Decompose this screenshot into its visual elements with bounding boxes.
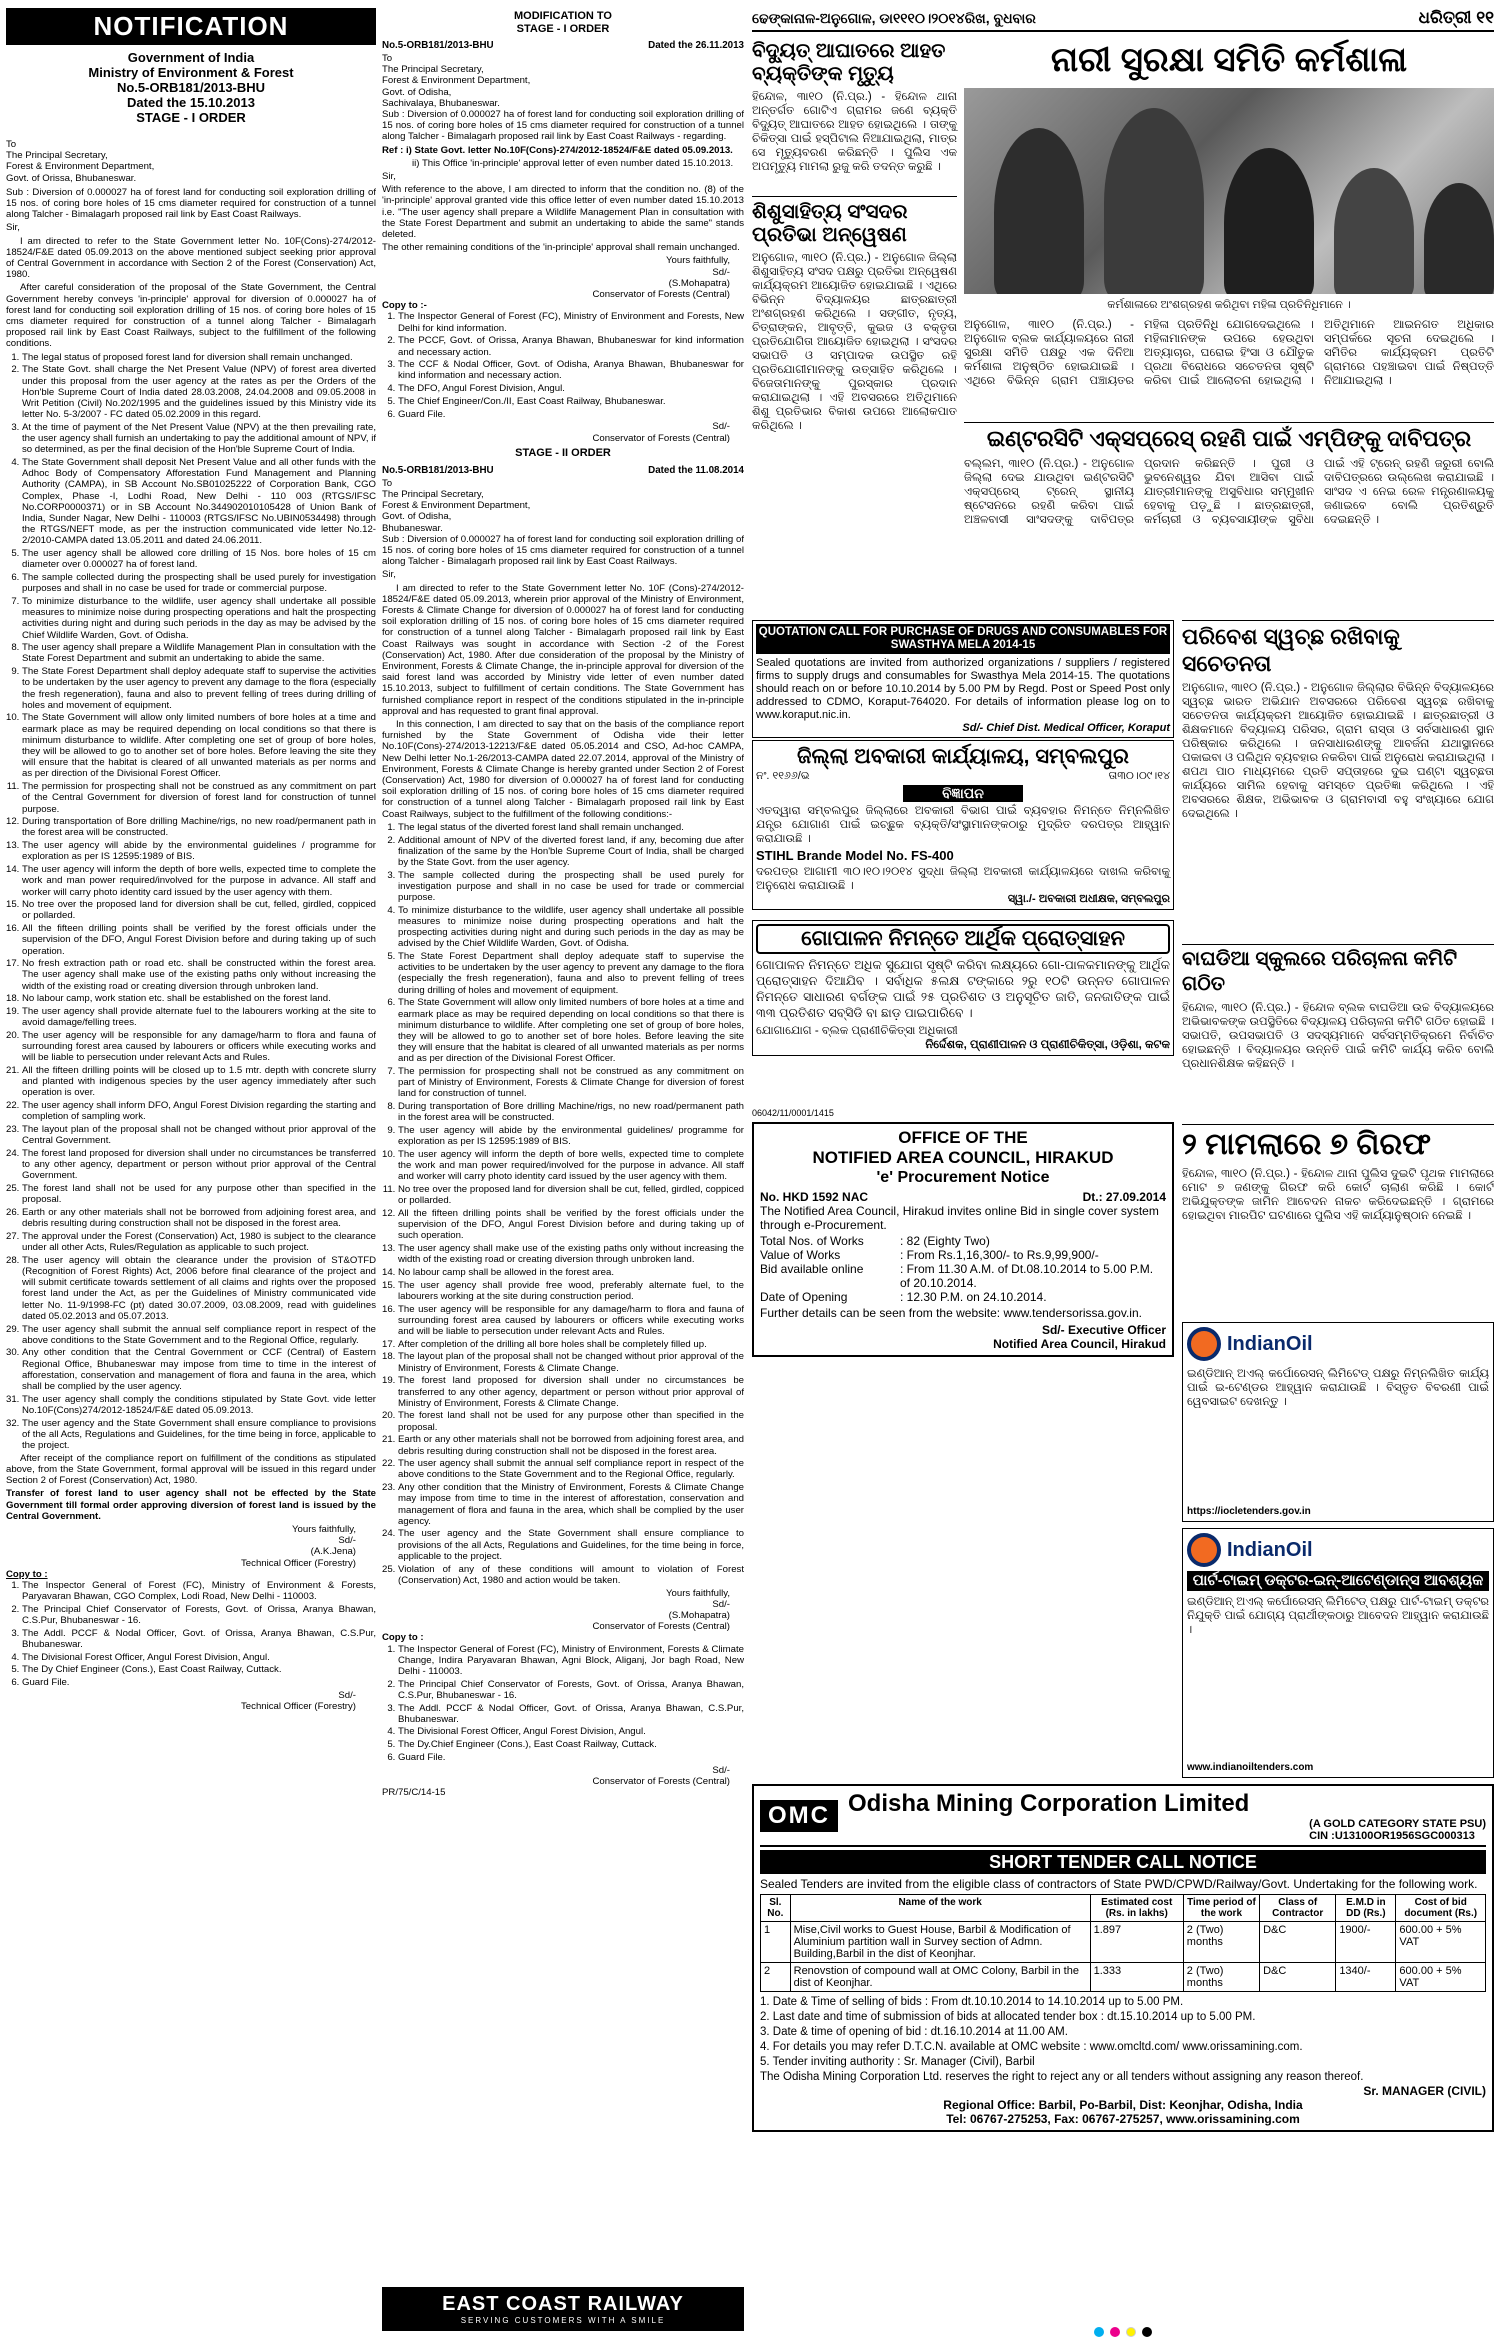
- table-cell: 2: [761, 1963, 791, 1992]
- reference-row: No.5-ORB181/2013-BHU Dated the 26.11.2013: [382, 40, 744, 51]
- list-item: 19. The user agency shall provide alternate fuel to the labourers working at the site to avoid damage/felling trees.: [22, 1006, 376, 1028]
- list-item: 8. During transportation of Bore drilling Machine/rigs, no new road/permanent path in the forest area will be constructed.: [398, 1101, 744, 1123]
- copy-to-label: Copy to :: [6, 1568, 48, 1580]
- subject: Sub : Diversion of 0.000027 ha of forest land for conducting soil exploration drilling of 15 nos. of coring bore holes of 15 cms diameter required for construction of a tunnel along Talcher - Bimalagarh proposed rail link by East Coast Railways.: [382, 533, 744, 568]
- nac-detail-row: Date of Opening : 12.30 P.M. on 24.10.2014.: [760, 1290, 1047, 1304]
- list-item: 17. After completion of the drilling all bore holes shall be completely filled up.: [398, 1339, 744, 1350]
- list-item: 14. No labour camp shall be allowed in the forest area.: [398, 1267, 744, 1278]
- omc-note: 1. Date & Time of selling of bids : From dt.10.10.2014 to 14.10.2014 up to 5.00 PM.: [760, 1996, 1184, 2008]
- story-child-talent: ଶିଶୁସାହିତ୍ୟ ସଂସଦର ପ୍ରତିଭା ଅନ୍ୱେଷଣ ଅନୁଗୋଳ, ୩ା୧୦ (ନି.ପ୍ର.) - ଅନୁଗୋଳ ଜିଲ୍ଲା ଶିଶୁସାହିତ୍ୟ ସଂସଦ ପକ୍ଷରୁ ପ୍ରତିଭା ଅନ୍ୱେଷଣ କାର୍ଯ୍ୟକ୍ରମ ଆୟୋଜିତ ହୋଇଯାଇଛି । ଏଥିରେ ବିଭିନ୍ନ ବିଦ୍ୟାଳୟର ଛାତ୍ରଛାତ୍ରୀ ଅଂଶଗ୍ରହଣ କରିଥିଲେ । ସଙ୍ଗୀତ, ନୃତ୍ୟ, ଚିତ୍ରାଙ୍କନ, ଆବୃତ୍ତି, କୁଇଜ ଓ ବକ୍ତୃତା ପ୍ରତିଯୋଗିତା ଆୟୋଜିତ ହୋଇଥିଲା । ସଂସଦର ସଭାପତି ଓ ସମ୍ପାଦକ ଉପସ୍ଥିତ ରହି ପ୍ରତିଯୋଗୀମାନଙ୍କୁ ଉତ୍ସାହିତ କରିଥିଲେ । ବିଜେତାମାନଙ୍କୁ ପୁରସ୍କାର ପ୍ରଦାନ କରାଯାଇଥିଲା । ଏହି ଅବସରରେ ଅତିଥିମାନେ ଶିଶୁ ପ୍ରତିଭାର ବିକାଶ ଉପରେ ଆଲୋକପାତ କରିଥିଲେ ।: [752, 196, 957, 433]
- story-cleanliness: ପରିବେଶ ସ୍ୱଚ୍ଛ ରଖିବାକୁ ସଚେତନତା ଅନୁଗୋଳ, ୩ା୧୦ (ନି.ପ୍ର.) - ଅନୁଗୋଳ ଜିଲ୍ଲାର ବିଭିନ୍ନ ବିଦ୍ୟାଳୟରେ ସ୍ୱଚ୍ଛ ଭାରତ ଅଭିଯାନ ଅବସରରେ ପରିବେଶ ସ୍ୱଚ୍ଛ ରଖିବାକୁ ସଚେତନତା କାର୍ଯ୍ୟକ୍ରମ ଆୟୋଜିତ ହୋଇଯାଇଛି । ଛାତ୍ରଛାତ୍ରୀ ଓ ଶିକ୍ଷକମାନେ ବିଦ୍ୟାଳୟ ପରିସର, ଗ୍ରାମ ରାସ୍ତା ଓ ସର୍ବସାଧାରଣ ସ୍ଥାନ ପରିଷ୍କାର କରିଥିଲେ । ଜନସାଧାରଣଙ୍କୁ ଆବର୍ଜନା ଯଥାସ୍ଥାନରେ ପକାଇବା ଓ ପଲିଥିନ ବ୍ୟବହାର ନକରିବା ପାଇଁ ଅନୁରୋଧ କରାଯାଇଥିଲା । ଶପଥ ପାଠ ମାଧ୍ୟମରେ ପ୍ରତି ସପ୍ତାହରେ ଦୁଇ ଘଣ୍ଟା ସ୍ୱଚ୍ଛତା କାର୍ଯ୍ୟରେ ସାମିଲ ହେବାକୁ ସମସ୍ତେ ପ୍ରତିଜ୍ଞା କରିଥିଲେ । ଏହି ଅବସରରେ ଶିକ୍ଷକ, ଅଭିଭାବକ ଓ ଗ୍ରାମବାସୀ ବହୁ ସଂଖ୍ୟାରେ ଯୋଗ ଦେଇଥିଲେ ।: [1182, 620, 1494, 965]
- list-item: 3. The CCF & Nodal Officer, Govt. of Odisha, Aranya Bhawan, Bhubaneswar for kind information and necessary action.: [398, 359, 744, 381]
- list-item: 17. No fresh extraction path or road etc. shall be constructed within the forest area. The user agency shall make use of the existing paths only without increasing the width of the existing road or creating diversion through unbroken land.: [22, 958, 376, 992]
- conditions-list: [6, 352, 376, 1452]
- list-item: 15. The user agency shall provide free wood, preferably alternate fuel, to the labourers working at the site during construction period.: [398, 1280, 744, 1302]
- story-school-committee: ବାଘଡିଆ ସ୍କୁଲରେ ପରିଚାଳନା କମିଟି ଗଠିତ ହିନ୍ଦୋଳ, ୩ା୧୦ (ନି.ପ୍ର.) - ହିନ୍ଦୋଳ ବ୍ଲକ ବାଘଡିଆ ଉଚ୍ଚ ବିଦ୍ୟାଳୟରେ ଅଭିଭାବକଙ୍କ ଉପସ୍ଥିତିରେ ବିଦ୍ୟାଳୟ ପରିଚାଳନା କମିଟି ଗଠିତ ହୋଇଛି । ସଭାପତି, ଉପସଭାପତି ଓ ସଦସ୍ୟମାନେ ସର୍ବସମ୍ମତିକ୍ରମେ ନିର୍ବାଚିତ ହୋଇଛନ୍ତି । ବିଦ୍ୟାଳୟର ଉନ୍ନତି ପାଇଁ କମିଟି କାର୍ଯ୍ୟ କରିବ ବୋଲି ପ୍ରଧାନଶିକ୍ଷକ କହିଛନ୍ତି ।: [1182, 944, 1494, 1139]
- list-item: 9. The State Forest Department shall deploy adequate staff to supervise the activities to be undertaken by the user agency to prevent any damage to the flora (especially the fresh regeneration), fauna and also to prevent felling of trees during drilling of holes and movement of equipment.: [22, 666, 376, 711]
- table-cell: 2 (Two) months: [1183, 1963, 1259, 1992]
- body-paragraph: I am directed to refer to the State Government letter No. 10F (Cons)-274/2012-18524/F&E dated 05.09.2013, wherein prior approval of the Ministry of Environment, Forests & Climate Change for diversion of 0.000027 ha of forest land for conducting soil exploration drilling of 15 nos. of coring bore holes of 15 cms diameter required for construction of a tunnel along Talcher - Bimalagarh proposed rail link by East Coast Railways was sought in accordance with Section -2 of the Forest (Conservation) Act, 1980. After due consideration of the proposal by the Ministry of Environment, Forests & Climate Change, the in-principle approval for diversion of the said forest land was accorded by Ministry vide letter of even number dated 15.10.2013, subject to fulfillment of certain conditions. The State Government has furnished compliance report in respect of the conditions stipulated in the in-principle approval and has requested to grant final approval.: [382, 582, 744, 717]
- gopalana-ad: ଗୋପାଳନ ନିମନ୍ତେ ଆର୍ଥିକ ପ୍ରୋତ୍ସାହନ ଗୋପାଳନ ନିମନ୍ତେ ଅଧିକ ସୁଯୋଗ ସୃଷ୍ଟି କରିବା ଲକ୍ଷ୍ୟରେ ଗୋ-ପାଳକମାନଙ୍କୁ ଆର୍ଥିକ ପ୍ରୋତ୍ସାହନ ଦିଆଯିବ । ସର୍ବାଧିକ ୫ଲକ୍ଷ ଟଙ୍କାରେ ୨ରୁ ୧୦ଟି ଉନ୍ନତ ଗୋପାଳନ ନିମନ୍ତେ ସାଧାରଣ ବର୍ଗଙ୍କ ପାଇଁ ୨୫ ପ୍ରତିଶତ ଓ ଅନୁସୂଚିତ ଜାତି, ଜନଜାତିଙ୍କ ପାଇଁ ୩୩ ପ୍ରତିଶତ ସବ୍ସିଡି ବା ଛାଡ଼ ପାଇପାରିବେ । ଯୋଗାଯୋଗ - ବ୍ଲକ ପ୍ରାଣୀଚିକିତ୍ସା ଅଧିକାରୀ ନିର୍ଦ୍ଦେଶକ, ପ୍ରାଣୀପାଳନ ଓ ପ୍ରାଣୀଚିକିତ୍ସା, ଓଡ଼ିଶା, କଟକ: [752, 920, 1174, 1056]
- list-item: 23. The layout plan of the proposal shall not be changed without prior approval of the Central Government.: [22, 1124, 376, 1146]
- list-item: 16. The user agency will be responsible for any damage/harm to flora and fauna of surrounding forest area caused by labourers or officers while executing works and will be liable to persecution under relevant Acts and Rules.: [398, 1304, 744, 1338]
- table-header: Name of the work: [790, 1895, 1090, 1922]
- table-cell: 1340/-: [1336, 1963, 1396, 1992]
- transfer-paragraph: Transfer of forest land to user agency shall not be effected by the State Government till formal order approving diversion of forest land is issued by the Central Government.: [6, 1488, 376, 1522]
- list-item: 10. The user agency will inform the depth of bore wells, expected time to complete the work and man power required/involved for the purpose in advance. All staff and worker will carry photo identity card issued by the user agency with them.: [398, 1149, 744, 1183]
- list-item: 5. The user agency shall be allowed core drilling of 15 Nos. bore holes of 15 cm diameter over 0.000027 ha of forest land.: [22, 548, 376, 570]
- omc-tender-ad: OMC Odisha Mining Corporation Limited (A GOLD CATEGORY STATE PSU) CIN :U13100OR1956SGC000313 SHORT TENDER CALL NOTICE Sealed Tenders are invited from the eligible class of contractors of State PWD/CPWD/Railway/Govt. Undertaking for the following work. Sl. No. Name of the work Estimated cost (Rs. in lakhs) Time period of the work Class of Contractor E.M.D in DD (Rs.) Cost of bid document (Rs.) 1 Mise,Civil works to Guest House, Barbil & Modification of Aluminium partition wall in Survey section of Admn. Building,Barbil in the dist of Keonjhar. 1.897 2 (Two) months D&C 1900/- 600.00 + 5% VAT 2 Renovstion of compound wall at OMC Colony, Barbil in the dist of Keonjhar. 1.333 2 (Two) months D&C 1340/- 600.00 + 5% VAT 1. Date & Time of selling of bids : From dt.10.10.2014 to 14.10.2014 up to 5.00 PM. 2. Last date and time of submission of bids at allocated tender box : dt.15.10.2014 up to 5.00 PM. 3. Date & time of opening of bid : dt.16.10.2014 at 11.00 AM. 4. For details you may refer D.T.C.N. available at OMC website : www.omcltd.com/ www.orissamining.com. 5. Tender inviting authority : Sr. Manager (Civil), Barbil The Odisha Mining Corporation Ltd. reserves the right to reject any or all tenders without assigning any reason thereof. Sr. MANAGER (CIVIL) Regional Office: Barbil, Po-Barbil, Dist: Keonjhar, Odisha, India Tel: 06767-275253, Fax: 06767-275257, www.orissamining.com: [752, 1784, 1494, 2132]
- list-item: 2. The Principal Chief Conservator of Forests, Govt. of Orissa, Aranya Bhawan, C.S.Pur, Bhubaneswar - 16.: [22, 1604, 376, 1626]
- list-item: 5. The Chief Engineer/Con./II, East Coast Railway, Bhubaneswar.: [398, 396, 744, 407]
- list-item: 6. The sample collected during the prospecting shall be used purely for investigation purposes and shall in no case be used for trade or commercial purpose.: [22, 572, 376, 594]
- body-paragraph: The other remaining conditions of the 'in-principle' approval shall remain unchanged.: [382, 242, 740, 254]
- list-item: 4. To minimize disturbance to the wildlife, user agency shall undertake all possible measures to minimize noise during prospecting operations and halt the prospecting activities during night and during such periods in the day as may be advised by the Chief Wildlife Warden, Govt. of Odisha.: [398, 905, 744, 950]
- lead-story: ନାରୀ ସୁରକ୍ଷା ସମିତି କର୍ମଶାଳା କର୍ମଶାଳାରେ ଅଂଶଗ୍ରହଣ କରିଥିବା ମହିଳା ପ୍ରତିନିଧିମାନେ । ଅନୁଗୋଳ, ୩ା୧୦ (ନି.ପ୍ର.) - ଅନୁଗୋଳ ବ୍ଲକ କାର୍ଯ୍ୟାଳୟରେ ନାରୀ ସୁରକ୍ଷା ସମିତି ପକ୍ଷରୁ ଏକ ଦିନିଆ କର୍ମଶାଳା ଅନୁଷ୍ଠିତ ହୋଇଯାଇଛି । ଏଥିରେ ବିଭିନ୍ନ ଗ୍ରାମ ପଞ୍ଚାୟତର ମହିଳା ପ୍ରତିନିଧି ଯୋଗଦେଇଥିଲେ । ମହିଳାମାନଙ୍କ ଉପରେ ହେଉଥିବା ଅତ୍ୟାଚାର, ଘରୋଇ ହିଂସା ଓ ଯୌତୁକ ପ୍ରଥା ବିରୋଧରେ ସଚେତନତା ସୃଷ୍ଟି କରିବା ପାଇଁ ଆଲୋଚନା ହୋଇଥିଲା । ଅତିଥିମାନେ ଆଇନଗତ ଅଧିକାର ସମ୍ପର୍କରେ ସୂଚନା ଦେଇଥିଲେ । ସମିତିର କାର୍ଯ୍ୟକ୍ରମ ପ୍ରତିଟି ଗ୍ରାମରେ ପହଞ୍ଚାଇବା ପାଇଁ ନିଷ୍ପତ୍ତି ନିଆଯାଇଥିଲା ।: [964, 40, 1494, 80]
- list-item: 6. Guard File.: [398, 1752, 744, 1763]
- intro-paragraph: I am directed to refer to the State Government letter No. 10F(Cons)-274/2012-18524/F&E dated 05.09.2013 on the above mentioned subject seeking prior approval of Central Government in accordance with Section 2 of the Forest (Conservation) Act, 1980.: [6, 235, 376, 281]
- odia-news-column: [752, 0, 1494, 2339]
- list-item: 6. Guard File.: [398, 409, 744, 420]
- list-item: 23. Any other condition that the Ministry of Environment, Forests & Climate Change may impose from time to time in the interest of afforestation, conservation and management of flora and fauna in the area, which shall be complied by the user agency.: [398, 1482, 744, 1527]
- address-block: To The Principal Secretary, Forest & Environment Department, Govt. of Orissa, Bhubaneswar.: [6, 139, 155, 184]
- notification-heading: Government of India Ministry of Environment & Forest No.5-ORB181/2013-BHU Dated the 15.10.2013 STAGE - I ORDER: [88, 50, 294, 125]
- notification-column: [6, 0, 376, 2339]
- copy-to-list: [382, 311, 744, 419]
- table-cell: Renovstion of compound wall at OMC Colony, Barbil in the dist of Keonjhar.: [790, 1963, 1090, 1992]
- list-item: 26. Earth or any other materials shall not be borrowed from adjoining forest area, and debris resulting during construction shall not be disposed in the forest area.: [22, 1207, 376, 1229]
- list-item: 2. The Principal Chief Conservator of Forests, Govt. of Orissa, Aranya Bhawan, C.S.Pur, Bhubaneswar - 16.: [398, 1679, 744, 1701]
- table-cell: 1: [761, 1922, 791, 1963]
- table-cell: 1.333: [1090, 1963, 1183, 1992]
- modification-heading: MODIFICATION TO STAGE - I ORDER: [514, 10, 612, 35]
- list-item: 24. The forest land proposed for diversion shall under no circumstances be transferred to any other agency, department or person without prior approval of the Central Government.: [22, 1148, 376, 1182]
- reference: Ref : i) State Govt. letter No.10F(Cons)-274/2012-18524/F&E dated 05.09.2013.: [382, 144, 733, 156]
- list-item: 2. The State Govt. shall charge the Net Present Value (NPV) of forest area diverted under this proposal from the user agency at the rates as per the Orders of the Hon'ble Supreme Court of India dated 28.03.2008, 24.04.2008 and 09.05.2008 in Writ Petition (Civil) No.202/1995 and the guidelines issued by this Ministry vide its letter No. 5-3/2007 - FC dated 05.02.2009 in this regard.: [22, 364, 376, 420]
- omc-note: 2. Last date and time of submission of bids at allocated tender box : dt.15.10.2014 up to 5.00 PM.: [760, 2011, 1256, 2023]
- list-item: 25. The forest land shall not be used for any purpose other than specified in the proposal.: [22, 1183, 376, 1205]
- list-item: 28. The user agency will obtain the clearance under the provision of ST&OTFD (Recognition of Forest Rights) Act, 2006 before final clearance of the project and will submit certificate towards settlement of all claims and rights over the proposed forest land under the Act, as per the Guidelines of Ministry communicated vide letter No. 11-9/1998-FC (pt) dated 30.07.2009, 03.08.2009, read with guidelines dated 05.02.2013 and 05.07.2013.: [22, 1255, 376, 1322]
- table-header: Class of Contractor: [1260, 1895, 1336, 1922]
- list-item: 20. The user agency will be responsible for any damage/harm to flora and fauna of surrounding forest area caused by labourers or officers while executing works and will be liable to persecution under relevant Acts and Rules.: [22, 1030, 376, 1064]
- list-item: 18. No labour camp, work station etc. shall be established on the forest land.: [22, 993, 376, 1004]
- list-item: 1. The legal status of the diverted forest land shall remain unchanged.: [398, 822, 744, 833]
- table-header: Cost of bid document (Rs.): [1396, 1895, 1486, 1922]
- list-item: 9. The user agency will abide by the environmental guidelines/ programme for exploration as per IS 12595:1989 of BIS.: [398, 1125, 744, 1147]
- address-block: To The Principal Secretary, Forest & Environment Department, Govt. of Odisha, Bhubaneswar.: [382, 477, 531, 534]
- list-item: 3. At the time of payment of the Net Present Value (NPV) at the then prevailing rate, the user agency shall furnish an undertaking to pay the additional amount of NPV, if so determined, as per the final decision of the Hon'ble Supreme Court of India.: [22, 422, 376, 456]
- lead-photo: [964, 88, 1494, 294]
- signature-block: Yours faithfully, Sd/- (A.K.Jena) Technical Officer (Forestry): [241, 1523, 356, 1569]
- list-item: 27. The approval under the Forest (Conservation) Act, 1980 is subject to the clearance under all other Acts, Rules/Regulation as applicable to such project.: [22, 1231, 376, 1253]
- list-item: 7. To minimize disturbance to the wildlife, user agency shall undertake all possible measures to minimize noise during prospecting operations and halt the prospecting activities during night and during such periods in the day as may be advised by the Chief Wildlife Warden, Govt. of Odisha.: [22, 596, 376, 641]
- list-item: 5. The State Forest Department shall deploy adequate staff to supervise the activities to be undertaken by the user agency to prevent any damage to the flora (especially the fresh regeneration), fauna and also to prevent felling of trees during drilling of holes and movement of equipment.: [398, 951, 744, 996]
- east-coast-railway-banner: EAST COAST RAILWAY SERVING CUSTOMERS WITH A SMILE: [382, 2287, 744, 2331]
- list-item: 4. The Divisional Forest Officer, Angul Forest Division, Angul.: [22, 1652, 376, 1663]
- reg-mark-icon: [1110, 2327, 1120, 2337]
- signature-block: Sd/- Technical Officer (Forestry): [241, 1689, 356, 1713]
- indianoil-logo-icon: [1187, 1327, 1221, 1361]
- table-cell: Mise,Civil works to Guest House, Barbil & Modification of Aluminium partition wall in Survey section of Admn. Building,Barbil in the dist of Keonjhar.: [790, 1922, 1090, 1963]
- table-cell: 1.897: [1090, 1922, 1183, 1963]
- omc-notes: [760, 1995, 1486, 2070]
- reg-mark-icon: [1094, 2327, 1104, 2337]
- list-item: 3. The Addl. PCCF & Nodal Officer, Govt. of Orissa, Aranya Bhawan, C.S.Pur, Bhubaneswar.: [22, 1628, 376, 1650]
- reference-row: No.5-ORB181/2013-BHU Dated the 11.08.2014: [382, 464, 744, 476]
- indianoil-doctor-ad: IndianOil ପାର୍ଟ-ଟାଇମ୍ ଡକ୍ଟର-ଇନ୍-ଆଟେଣ୍ଡାନ୍ସ ଆବଶ୍ୟକ ଇଣ୍ଡିଆନ୍ ଅଏଲ୍ କର୍ପୋରେସନ୍ ଲିମିଟେଡ୍ ପକ୍ଷରୁ ପାର୍ଟ-ଟାଇମ୍ ଡକ୍ଟର ନିଯୁକ୍ତି ପାଇଁ ଯୋଗ୍ୟ ପ୍ରାର୍ଥୀଙ୍କଠାରୁ ଆବେଦନ ଆହ୍ୱାନ କରାଯାଉଛି । www.indianoiltenders.com: [1182, 1528, 1494, 1778]
- list-item: 18. The layout plan of the proposal shall not be changed without prior approval of the Ministry of Environment, Forests & Climate Change.: [398, 1351, 744, 1373]
- signature-block: Yours faithfully, Sd/- (S.Mohapatra) Conservator of Forests (Central): [592, 1587, 730, 1633]
- table-header: Sl. No.: [761, 1895, 791, 1922]
- table-header: E.M.D in DD (Rs.): [1336, 1895, 1396, 1922]
- nac-details: [760, 1234, 1166, 1304]
- omc-note: 4. For details you may refer D.T.C.N. available at OMC website : www.omcltd.com/ www.orissamining.com.: [760, 2041, 1303, 2053]
- quotation-ad: QUOTATION CALL FOR PURCHASE OF DRUGS AND CONSUMABLES FOR SWASTHYA MELA 2014-15 Sealed quotations are invited from authorized organizations / suppliers / registered firms to supply drugs and consumables for Swasthya Mela 2014-15. The quotations should reach on or before 10.10.2014 by 5.00 PM by Regd. Post or Speed Post only addressed to CDMO, Koraput-764020. For details of information please log on to www.koraput.nic.in. Sd/- Chief Dist. Medical Officer, Koraput: [752, 620, 1174, 738]
- signature-block: Sd/- Conservator of Forests (Central): [592, 421, 730, 444]
- list-item: 24. The user agency and the State Government shall ensure compliance to provisions of the all Acts, Regulations and Guidelines, for the time being in force, applicable to the project.: [398, 1528, 744, 1562]
- omc-note: 3. Date & time of opening of bid : dt.16.10.2014 at 11.00 AM.: [760, 2026, 1068, 2038]
- list-item: 2. The PCCF, Govt. of Orissa, Aranya Bhawan, Bhubaneswar for kind information and necessary action.: [398, 335, 744, 357]
- list-item: 21. All the fifteen drilling points will be closed up to 1.5 mtr. depth with concrete slurry and planted with indigenous species by the user agency immediately after such operation is over.: [22, 1065, 376, 1099]
- salutation: Sir,: [6, 222, 20, 234]
- list-item: 30. Any other condition that the Central Government or CCF (Central) of Eastern Regional Office, Bhubaneswar may impose from time to time in the interest of afforestation, conservation and management of flora and fauna in the area, which shall be complied by the user agency.: [22, 1347, 376, 1392]
- reference: ii) This Office 'in-principle' approval letter of even number dated 15.10.2013.: [412, 157, 734, 169]
- nac-hirakud-ad: OFFICE OF THE NOTIFIED AREA COUNCIL, HIRAKUD 'e' Procurement Notice No. HKD 1592 NAC Dt.: 27.09.2014 The Notified Area Council, Hirakud invites online Bid in single cover system through e-Procurement. Total Nos. of Works : 82 (Eighty Two) Value of Works : From Rs.1,16,300/- to Rs.9,99,900/- Bid available online : From 11.30 A.M. of Dt.08.10.2014 to 5.00 P.M. of 20.10.2014. Date of Opening : 12.30 P.M. on 24.10.2014. Further details can be seen from the website: www.tendersorissa.gov.in. Sd/- Executive Officer Notified Area Council, Hirakud: [752, 1122, 1174, 1357]
- list-item: 4. The Divisional Forest Officer, Angul Forest Division, Angul.: [398, 1726, 744, 1737]
- story-intercity-express: ଇଣ୍ଟରସିଟି ଏକ୍ସପ୍ରେସ୍ ରହଣି ପାଇଁ ଏମ୍ପିଙ୍କୁ ଦାବିପତ୍ର ବଲ୍ଲମ, ୩ା୧୦ (ନି.ପ୍ର.) - ଅନୁଗୋଳ ଜିଲ୍ଲା ଦେଇ ଯାଉଥିବା ଇଣ୍ଟରସିଟି ଏକ୍ସପ୍ରେସ୍ ଟ୍ରେନ୍ ସ୍ଥାନୀୟ ଷ୍ଟେସନରେ ରହଣି କରିବା ପାଇଁ ଅଞ୍ଚଳବାସୀ ସାଂସଦଙ୍କୁ ଦାବିପତ୍ର ପ୍ରଦାନ କରିଛନ୍ତି । ପୁରୀ ଓ ଭୁବନେଶ୍ୱର ଯିବା ଆସିବା ପାଇଁ ଯାତ୍ରୀମାନଙ୍କୁ ଅସୁବିଧାର ସମ୍ମୁଖୀନ ହେବାକୁ ପଡ଼ୁଛି । ଛାତ୍ରଛାତ୍ରୀ, କର୍ମଚାରୀ ଓ ବ୍ୟବସାୟୀଙ୍କ ସୁବିଧା ପାଇଁ ଏହି ଟ୍ରେନ୍ ରହଣି ଜରୁରୀ ବୋଲି ଦାବିପତ୍ରରେ ଉଲ୍ଲେଖ କରାଯାଇଛି । ସାଂସଦ ଏ ନେଇ ରେଳ ମନ୍ତ୍ରଣାଳୟକୁ ଜଣାଇବେ ବୋଲି ପ୍ରତିଶ୍ରୁତି ଦେଇଛନ୍ତି ।: [964, 422, 1494, 619]
- body-paragraph: In this connection, I am directed to say that on the basis of the compliance report furnished by the State Government of Odisha vide their letter No.10F(Cons)-274/2013-12213/F&E dated 05.05.2014 and CSO, Ad-hoc CAMPA, New Delhi letter No.1-26/2013-CAMPA dated 22.07.2014, approval of the Ministry of Environment, Forests & Climate Change is hereby granted under Section 2 of Forest (Conservation) Act, 1980 for diversion of 0.000027 ha of forest land for conducting soil exploration drilling of 15 nos. of coring bore holes of 15 cms diameter required for construction of a tunnel along Talcher - Bimalagarh proposed rail link by East Coast Railways, subject to the fulfillment of the following conditions:-: [382, 718, 744, 820]
- body-paragraph: With reference to the above, I am directed to inform that the condition no. (8) of the 'in-principle' approval granted vide this office letter of even number dated 15.10.2013 i.e. "The user agency shall prepare a Wildlife Management Plan in consultation with the State Forest Department and submit an undertaking to abide the same" stands deleted.: [382, 184, 744, 241]
- subject: Sub : Diversion of 0.000027 ha of forest land for conducting soil exploration drilling of 15 nos. of coring bore holes of 15 cms diameter required for construction of a tunnel along Talcher - Bimalagarh proposed rail link by East Coast Railways - regarding.: [382, 109, 744, 143]
- intro-paragraph: After careful consideration of the proposal of the State Government, the Central Government hereby conveys 'in-principle' approval for diversion of 0.000027 ha of forest land for conducting soil exploration drilling of 15 nos. of coring bore holes of 15 cms diameter required for construction of a tunnel along Talcher - Bimalagarh proposed rail link by East Coast Railways, subject to the fulfillment of the following conditions.: [6, 282, 376, 350]
- table-cell: 600.00 + 5% VAT: [1396, 1963, 1486, 1992]
- nac-detail-row: Total Nos. of Works : 82 (Eighty Two): [760, 1234, 990, 1248]
- list-item: 13. The user agency shall make use of the existing paths only without increasing the width of the existing road or creating diversion through unbroken land.: [398, 1243, 744, 1265]
- omc-tender-table: [760, 1894, 1486, 1992]
- table-cell: 2 (Two) months: [1183, 1922, 1259, 1963]
- list-item: 14. The user agency will inform the depth of bore wells, expected time to complete the work and man power required/involved for the purpose in advance. All staff and worker will carry photo identity card issued by the user agency with them.: [22, 864, 376, 898]
- indianoil-tender-ad: IndianOil ଇଣ୍ଡିଆନ୍ ଅଏଲ୍ କର୍ପୋରେସନ୍ ଲିମିଟେଡ୍ ପକ୍ଷରୁ ନିମ୍ନଲିଖିତ କାର୍ଯ୍ୟ ପାଇଁ ଇ-ଟେଣ୍ଡର ଆହ୍ୱାନ କରାଯାଉଛି । ବିସ୍ତୃତ ବିବରଣୀ ପାଇଁ ୱେବସାଇଟ ଦେଖନ୍ତୁ । https://iocletenders.gov.in: [1182, 1322, 1494, 1522]
- list-item: 1. The Inspector General of Forest (FC), Ministry of Environment & Forests, Paryavaran Bhawan, CGO Complex, Lodi Road, New Delhi - 110003.: [22, 1580, 376, 1602]
- list-item: 1. The Inspector General of Forest (FC), Ministry of Environment, Forests & Climate Change, Indira Paryavaran Bhawan, Agni Block, Aliganj, Jor bagh Road, New Delhi - 110003.: [398, 1644, 744, 1678]
- excise-ad: ଜିଲ୍ଲା ଅବକାରୀ କାର୍ଯ୍ୟାଳୟ, ସମ୍ବଲପୁର ନଂ. ୧୧୬୬/ଭ ତା୩୦।୦୯।୧୪ ବିଜ୍ଞାପନ ଏତଦ୍ୱାରା ସମ୍ବଲପୁର ଜିଲ୍ଲାରେ ଅବକାରୀ ବିଭାଗ ପାଇଁ ବ୍ୟବହାର ନିମନ୍ତେ ନିମ୍ନଲିଖିତ ଯନ୍ତ୍ର ଯୋଗାଣ ପାଇଁ ଇଚ୍ଛୁକ ବ୍ୟକ୍ତି/ସଂସ୍ଥାମାନଙ୍କଠାରୁ ମୁଦ୍ରିତ ଦରପତ୍ର ଆହ୍ୱାନ କରାଯାଉଛି । STIHL Brande Model No. FS-400 ଦରପତ୍ର ଆଗାମୀ ୩୦।୧୦।୨୦୧୪ ସୁଦ୍ଧା ଜିଲ୍ଲା ଅବକାରୀ କାର୍ଯ୍ୟାଳୟରେ ଦାଖଲ କରିବାକୁ ଅନୁରୋଧ କରାଯାଉଛି । ସ୍ୱା./- ଅବକାରୀ ଅଧୀକ୍ଷକ, ସମ୍ବଲପୁର: [752, 740, 1174, 910]
- nac-detail-row: Bid available online : From 11.30 A.M. of Dt.08.10.2014 to 5.00 P.M. of 20.10.2014.: [760, 1262, 1154, 1290]
- list-item: 25. Violation of any of these conditions will amount to violation of Forest (Conservation) Act, 1980 and action would be taken.: [398, 1564, 744, 1586]
- copy-to-label: Copy to :: [382, 1632, 424, 1644]
- registration-marks: [752, 2327, 1494, 2337]
- story-arrest: ୨ ମାମଲାରେ ୭ ଗିରଫ ହିନ୍ଦୋଳ, ୩ା୧୦ (ନି.ପ୍ର.) - ହିନ୍ଦୋଳ ଥାନା ପୁଲିସ ଦୁଇଟି ପୃଥକ ମାମଲାରେ ମୋଟ ୭ ଜଣଙ୍କୁ ଗିରଫ କରି କୋର୍ଟ ଚାଲାଣ କରିଛି । କୋର୍ଟ ଅଭିଯୁକ୍ତଙ୍କ ଜାମିନ ଆବେଦନ ନାକଚ କରିଦେଇଛନ୍ତି । ଗ୍ରାମରେ ହୋଇଥିବା ମାରପିଟ ଘଟଣାରେ ପୁଲିସ ଏହି କାର୍ଯ୍ୟାନୁଷ୍ଠାନ ନେଇଛି ।: [1182, 1124, 1494, 1317]
- list-item: 2. Additional amount of NPV of the diverted forest land, if any, becoming due after finalization of the same by the Hon'ble Supreme Court of India, shall be charged by the State Govt. from the user agency.: [398, 835, 744, 869]
- list-item: 31. The user agency shall comply the conditions stipulated by State Govt. vide letter No.10F(Cons)274/2012-18524/F&E dated 05.09.2013.: [22, 1394, 376, 1416]
- lead-photo-caption: କର୍ମଶାଳାରେ ଅଂଶଗ୍ରହଣ କରିଥିବା ମହିଳା ପ୍ରତିନିଧିମାନେ ।: [1107, 299, 1351, 311]
- masthead-date: ଢେଙ୍କାନାଳ-ଅନୁଗୋଳ, ଡା୧୧୧୦।୨୦୧୪ରିଖ, ବୁଧବାର: [752, 9, 1036, 26]
- story-electrocution: ବିଦ୍ୟୁତ୍ ଆଘାତରେ ଆହତ ବ୍ୟକ୍ତିଙ୍କ ମୃତ୍ୟୁ ହିନ୍ଦୋଳ, ୩ା୧୦ (ନି.ପ୍ର.) - ହିନ୍ଦୋଳ ଥାନା ଅନ୍ତର୍ଗତ ଗୋଟିଏ ଗ୍ରାମର ଜଣେ ବ୍ୟକ୍ତି ବିଦ୍ୟୁତ୍ ଆଘାତରେ ଆହତ ହୋଇଥିଲେ । ତାଙ୍କୁ ଚିକିତ୍ସା ପାଇଁ ହସ୍ପିଟାଲ ନିଆଯାଇଥିଲା, ମାତ୍ର ସେ ମୃତ୍ୟୁବରଣ କରିଛନ୍ତି । ପୁଲିସ ଏକ ଅପମୃତ୍ୟୁ ମାମଲା ରୁଜୁ କରି ତଦନ୍ତ କରୁଛି ।: [752, 40, 957, 173]
- list-item: 11. The permission for prospecting shall not be construed as any commitment on part of the Central Government for diversion of forest land for construction of tunnel purpose.: [22, 781, 376, 815]
- copy-to-list: [6, 1580, 376, 1688]
- list-item: 5. The Dy Chief Engineer (Cons.), East Coast Railway, Cuttack.: [22, 1664, 376, 1675]
- list-item: 13. The user agency will abide by the environmental guidelines / programme for exploration as per IS 12595:1989 of BIS.: [22, 840, 376, 862]
- table-cell: D&C: [1260, 1963, 1336, 1992]
- list-item: 22. The user agency shall submit the annual self compliance report in respect of the above conditions to the State Government and to the Regional Office, regularly.: [398, 1458, 744, 1480]
- pr-code: PR/75/C/14-15: [382, 1786, 446, 1798]
- list-item: 11. No tree over the proposed land for diversion shall be cut, felled, girdled, coppiced or pollarded.: [398, 1184, 744, 1206]
- list-item: 20. The forest land shall not be used for any purpose other than specified in the proposal.: [398, 1410, 744, 1432]
- modification-column: MODIFICATION TO STAGE - I ORDER No.5-ORB181/2013-BHU Dated the 26.11.2013 To The Principal Secretary, Forest & Environment Department, Govt. of Odisha, Sachivalaya, Bhubaneswar. Sub : Diversion of 0.000027 ha of forest land for conducting soil exploration drilling of 15 nos. of coring bore holes of 15 cms diameter required for construction of a tunnel along Talcher - Bimalagarh proposed rail link by East Coast Railways - regarding. Ref : i) State Govt. letter No.10F(Cons)-274/2012-18524/F&E dated 05.09.2013. ii) This Office 'in-principle' approval letter of even number dated 15.10.2013. Sir, With reference to the above, I am directed to inform that the condition no. (8) of the 'in-principle' approval granted vide this office letter of even number dated 15.10.2013 i.e. "The user agency shall prepare a Wildlife Management Plan in consultation with the State Forest Department and submit an undertaking to abide the same" stands deleted. The other remaining conditions of the 'in-principle' approval shall remain unchanged. Yours faithfully, Sd/- (S.Mohapatra) Conservator of Forests (Central) Copy to :- 1. The Inspector General of Forest (FC), Ministry of Environment and Forests, New Delhi for kind information. 2. The PCCF, Govt. of Orissa, Aranya Bhawan, Bhubaneswar for kind information and necessary action. 3. The CCF & Nodal Officer, Govt. of Odisha, Aranya Bhawan, Bhubaneswar for kind information and necessary action. 4. The DFO, Angul Forest Division, Angul. 5. The Chief Engineer/Con./II, East Coast Railway, Bhubaneswar. 6. Guard File. Sd/- Conservator of Forests (Central) STAGE - II ORDER No.5-ORB181/2013-BHU Dated the 11.08.2014 To The Principal Secretary, Forest & Environment Department, Govt. of Odisha, Bhubaneswar. Sub : Diversion of 0.000027 ha of forest land for conducting soil exploration drilling of 15 nos. of coring bore holes of 15 cms diameter required for construction of a tunnel along Talcher - Bimalagarh proposed rail link by East Coast Railways. Sir, I am directed to refer to the State Government letter No. 10F (Cons)-274/2012-18524/F&E dated 05.09.2013, wherein prior approval of the Ministry of Environment, Forests & Climate Change for diversion of 0.000027 ha of forest land for conducting soil exploration drilling of 15 nos. of coring bore holes of 15 cms diameter required for construction of a tunnel along Talcher - Bimalagarh proposed rail link by East Coast Railways was sought in accordance with Section -2 of the Forest (Conservation) Act, 1980. After due consideration of the proposal by the Ministry of Environment, Forests & Climate Change, the in-principle approval for diversion of the said forest land was accorded by Ministry vide letter of even number dated 15.10.2013, subject to fulfillment of certain conditions. The State Government has furnished compliance report in respect of the conditions stipulated in the in-principle approval and has requested to grant final approval. In this connection, I am directed to say that on the basis of the compliance report furnished by the State Government of Odisha vide their letter No.10F(Cons)-274/2013-12213/F&E dated 05.05.2014 and CSO, Ad-hoc CAMPA, New Delhi letter No.1-26/2013-CAMPA dated 22.07.2014, approval of the Ministry of Environment, Forests & Climate Change is hereby granted under Section 2 of Forest (Conservation) Act, 1980 for diversion of 0.000027 ha of forest land for conducting soil exploration drilling of 15 nos. of coring bore holes of 15 cms diameter required for construction of a tunnel along Talcher - Bimalagarh proposed rail link by East Coast Railways, subject to the fulfillment of the following conditions:- 1. The legal status of the diverted forest land shall remain unchanged. 2. Additional amount of NPV of the diverted forest land, if any, becoming due after finalization of the same by the Hon'ble Supreme Court of India, shall be charged by the State Govt. from the user agency. 3. The sample collected during the prospecting shall be used purely for investigation purpose and shall in no case be used for trade or commercial purpose. 4. To minimize disturbance to the wildlife, user agency shall undertake all possible measures to minimize noise during prospecting operations and halt the prospecting activities during night and during such periods in the day as may be advised by the Chief Wildlife Warden, Govt. of Odisha. 5. The State Forest Department shall deploy adequate staff to supervise the activities to be undertaken by the user agency to prevent any damage to the flora (especially the fresh regeneration), fauna and also to prevent felling of trees during drilling of holes and movement of equipment. 6. The State Government will allow only limited numbers of bore holes at a time and earmark place as may be required depending on local conditions so that there is minimum disturbance to wildlife. After completing one set of group of bore holes, they will be allowed to go to another set of bore holes. Before leaving the site they will ensure that the habitat is cleared of all unwanted materials as per norms and as per direction of the Divisional Forest Officer. 7. The permission for prospecting shall not be construed as any commitment on part of Ministry of Environment, Forests & Climate Change for diversion of forest land for construction of tunnel. 8. During transportation of Bore drilling Machine/rigs, no new road/permanent path in the forest area will be constructed. 9. The user agency will abide by the environmental guidelines/ programme for exploration as per IS 12595:1989 of BIS. 10. The user agency will inform the depth of bore wells, expected time to complete the work and man power required/involved for the purpose in advance. All staff and worker will carry photo identity card issued by the user agency with them. 11. No tree over the proposed land for diversion shall be cut, felled, girdled, coppiced or pollarded. 12. All the fifteen drilling points shall be verified by the forest officials under the supervision of the DFO, Angul Forest Division before and during taking up of such operation. 13. The user agency shall make use of the existing paths only without increasing the width of the existing road or creating diversion through unbroken land. 14. No labour camp shall be allowed in the forest area. 15. The user agency shall provide free wood, preferably alternate fuel, to the labourers working at the site during construction period. 16. The user agency will be responsible for any damage/harm to flora and fauna of surrounding forest area caused by labourers or officers while executing works and will be liable to persecution under relevant Acts and Rules. 17. After completion of the drilling all bore holes shall be completely filled up. 18. The layout plan of the proposal shall not be changed without prior approval of the Ministry of Environment, Forests & Climate Change. 19. The forest land proposed for diversion shall under no circumstances be transferred to any other agency, department or person without prior approval of Ministry of Environment, Forests & Climate Change. 20. The forest land shall not be used for any purpose other than specified in the proposal. 21. Earth or any other materials shall not be borrowed from adjoining forest area, and debris resulting during construction shall not be disposed in the forest area. 22. The user agency shall submit the annual self compliance report in respect of the above conditions to the State Government and to the Regional Office, regularly. 23. Any other condition that the Ministry of Environment, Forests & Climate Change may impose from time to time in the interest of afforestation, conservation and management of flora and fauna in the area, which shall be complied by the user agency. 24. The user agency and the State Government shall ensure compliance to provisions of the all Acts, Regulations and Guidelines, for the time being in force, applicable to the project. 25. Violation of any of these conditions will amount to violation of Forest (Conservation) Act, 1980 and action would be taken. Yours faithfully, Sd/- (S.Mohapatra) Conservator of Forests (Central) Copy to : 1. The Inspector General of Forest (FC), Ministry of Environment, Forests & Climate Change, Indira Paryavaran Bhawan, Agni Block, Aliganj, Jor bagh Road, New Delhi - 110003. 2. The Principal Chief Conservator of Forests, Govt. of Orissa, Aranya Bhawan, C.S.Pur, Bhubaneswar - 16. 3. The Addl. PCCF & Nodal Officer, Govt. of Orissa, Aranya Bhawan, C.S.Pur, Bhubaneswar. 4. The Divisional Forest Officer, Angul Forest Division, Angul. 5. The Dy.Chief Engineer (Cons.), East Coast Railway, Cuttack. 6. Guard File. Sd/- Conservator of Forests (Central) PR/75/C/14-15 EAST COAST RAILWAY SERVING CUSTOMERS WITH A SMILE: [382, 0, 744, 2339]
- table-cell: 1900/-: [1336, 1922, 1396, 1963]
- lead-text: ଅନୁଗୋଳ, ୩ା୧୦ (ନି.ପ୍ର.) - ଅନୁଗୋଳ ବ୍ଲକ କାର୍ଯ୍ୟାଳୟରେ ନାରୀ ସୁରକ୍ଷା ସମିତି ପକ୍ଷରୁ ଏକ ଦିନିଆ କର୍ମଶାଳା ଅନୁଷ୍ଠିତ ହୋଇଯାଇଛି । ଏଥିରେ ବିଭିନ୍ନ ଗ୍ରାମ ପଞ୍ଚାୟତର ମହିଳା ପ୍ରତିନିଧି ଯୋଗଦେଇଥିଲେ । ମହିଳାମାନଙ୍କ ଉପରେ ହେଉଥିବା ଅତ୍ୟାଚାର, ଘରୋଇ ହିଂସା ଓ ଯୌତୁକ ପ୍ରଥା ବିରୋଧରେ ସଚେତନତା ସୃଷ୍ଟି କରିବା ପାଇଁ ଆଲୋଚନା ହୋଇଥିଲା । ଅତିଥିମାନେ ଆଇନଗତ ଅଧିକାର ସମ୍ପର୍କରେ ସୂଚନା ଦେଇଥିଲେ । ସମିତିର କାର୍ଯ୍ୟକ୍ରମ ପ୍ରତିଟି ଗ୍ରାମରେ ପହଞ୍ଚାଇବା ପାଇଁ ନିଷ୍ପତ୍ତି ନିଆଯାଇଥିଲା ।: [964, 319, 1494, 387]
- masthead: [752, 6, 1494, 32]
- list-item: 12. During transportation of Bore drilling Machine/rigs, no new road/permanent path in the forest area will be constructed.: [22, 816, 376, 838]
- table-header: Time period of the work: [1183, 1895, 1259, 1922]
- stage-two-heading: STAGE - II ORDER: [515, 446, 611, 459]
- table-row: [761, 1963, 1486, 1992]
- list-item: 16. All the fifteen drilling points shall be verified by the forest officials under the supervision of the DFO, Angul Forest Division before and during taking up of such operation.: [22, 923, 376, 957]
- list-item: 3. The sample collected during the prospecting shall be used purely for investigation purpose and shall in no case be used for trade or commercial purpose.: [398, 870, 744, 904]
- omc-logo-icon: OMC: [760, 1800, 838, 1832]
- conditions-list: [382, 822, 744, 1586]
- list-item: 8. The user agency shall prepare a Wildlife Management Plan in consultation with the State Forest Department and submit an undertaking to abide the same.: [22, 642, 376, 664]
- table-header: Estimated cost (Rs. in lakhs): [1090, 1895, 1183, 1922]
- table-row: [761, 1922, 1486, 1963]
- copy-to-list: [382, 1644, 744, 1764]
- list-item: 4. The DFO, Angul Forest Division, Angul.: [398, 383, 744, 394]
- table-cell: 600.00 + 5% VAT: [1396, 1922, 1486, 1963]
- reg-mark-icon: [1126, 2327, 1136, 2337]
- copy-to-label: Copy to :-: [382, 300, 427, 312]
- list-item: 32. The user agency and the State Government shall ensure compliance to provisions of the all Acts, Regulations and Guidelines, for the time being in force, applicable to the project.: [22, 1418, 376, 1452]
- list-item: 19. The forest land proposed for diversion shall under no circumstances be transferred to any other agency, department or person without prior approval of Ministry of Environment, Forests & Climate Change.: [398, 1375, 744, 1409]
- after-paragraph: After receipt of the compliance report on fulfillment of the conditions as stipulated above, from the State Government, formal approval will be issued in this regard under Section 2 of Forest (Conservation) Act, 1980.: [6, 1452, 376, 1487]
- signature-block: Yours faithfully, Sd/- (S.Mohapatra) Conservator of Forests (Central): [592, 255, 730, 301]
- indianoil-logo-icon: [1187, 1533, 1221, 1567]
- list-item: 21. Earth or any other materials shall not be borrowed from adjoining forest area, and debris resulting during construction shall not be disposed in the forest area.: [398, 1434, 744, 1456]
- reg-mark-icon: [1142, 2327, 1152, 2337]
- list-item: 1. The Inspector General of Forest (FC), Ministry of Environment and Forests, New Delhi for kind information.: [398, 311, 744, 333]
- table-cell: D&C: [1260, 1922, 1336, 1963]
- address-block: To The Principal Secretary, Forest & Environment Department, Govt. of Odisha, Sachivalaya, Bhubaneswar.: [382, 53, 531, 109]
- list-item: 29. The user agency shall submit the annual self compliance report in respect of the above conditions to the State Government and to the Regional Office, regularly.: [22, 1324, 376, 1346]
- list-item: 10. The State Government will allow only limited numbers of bore holes at a time and earmark place as may be required depending on local conditions so that there is minimum disturbance to wildlife. After completing one set of group of bore holes, they will be allowed to go to another set of bore holes. Before leaving the site they will ensure that the habitat is cleared of all unwanted materials as per norms and as per direction of the Divisional Forest Officer.: [22, 712, 376, 779]
- notification-banner: NOTIFICATION: [6, 8, 376, 45]
- list-item: 3. The Addl. PCCF & Nodal Officer, Govt. of Orissa, Aranya Bhawan, C.S.Pur, Bhubaneswar.: [398, 1703, 744, 1725]
- signature-block: Sd/- Conservator of Forests (Central): [592, 1764, 730, 1787]
- list-item: 4. The State Government shall deposit Net Present Value and all other funds with the Adhoc Body of Compensatory Afforestation Fund Management and Planning Authority (CAMPA), in SB Account No.SB01025222 of Corporation Bank, CGO Complex, Phase -I, Lodhi Road, New Delhi - 110 003 (RTGS/IFSC No.CORP0000371) or in SB Account No.344902010105428 of Union Bank of India, Sunder Nagar, New Delhi - 110003 (RTGS/IFSC No.UBIN0534498) through the RTGS/NEFT mode, as per the instruction communicated vide letter No.12-2/2010-CAMPA dated 13.05.2011 and dated 24.06.2011.: [22, 457, 376, 547]
- nac-detail-row: Value of Works : From Rs.1,16,300/- to Rs.9,99,900/-: [760, 1248, 1099, 1262]
- masthead-paper: ଧରିତ୍ରୀ ୧୧: [1418, 8, 1494, 27]
- ad-code: 06042/11/0001/1415: [752, 1108, 834, 1118]
- list-item: 1. The legal status of proposed forest land for diversion shall remain unchanged.: [22, 352, 376, 363]
- subject: Sub : Diversion of 0.000027 ha of forest land for conducting soil exploration drilling of 15 nos. of coring bore holes of 15 cms diameter required for construction of a tunnel along Talcher - Bimalagarh proposed rail link by East Coast Railways.: [6, 186, 376, 221]
- list-item: 22. The user agency shall inform DFO, Angul Forest Division regarding the starting and completion of sampling work.: [22, 1100, 376, 1122]
- omc-note: 5. Tender inviting authority : Sr. Manager (Civil), Barbil: [760, 2056, 1035, 2068]
- list-item: 6. The State Government will allow only limited numbers of bore holes at a time and earmark place as may be required depending on local conditions so that there is minimum disturbance to wildlife. After completing one set of group of bore holes, they will be allowed to go to another set of bore holes. Before leaving the site they will ensure that the habitat is cleared of all unwanted materials as per norms and as per direction of the Divisional Forest Officer.: [398, 997, 744, 1064]
- list-item: 7. The permission for prospecting shall not be construed as any commitment on part of Ministry of Environment, Forests & Climate Change for diversion of forest land for construction of tunnel.: [398, 1066, 744, 1100]
- list-item: 12. All the fifteen drilling points shall be verified by the forest officials under the supervision of the DFO, Angul Forest Division before and during taking up of such operation.: [398, 1208, 744, 1242]
- list-item: 15. No tree over the proposed land for diversion shall be cut, felled, girdled, coppiced or pollarded.: [22, 899, 376, 921]
- list-item: 6. Guard File.: [22, 1677, 376, 1688]
- list-item: 5. The Dy.Chief Engineer (Cons.), East Coast Railway, Cuttack.: [398, 1739, 744, 1750]
